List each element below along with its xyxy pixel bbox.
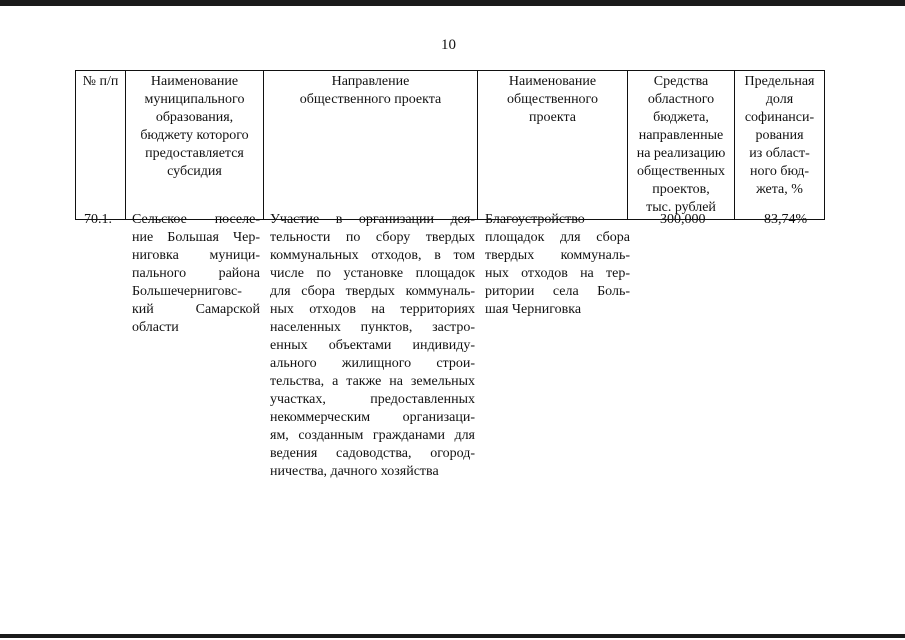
row-funds: 300,000 <box>660 212 706 227</box>
row-municipality: Сельское поселе- ние Большая Чер- ниговка муници- пального района Большечерниговс- кий Самарской области <box>132 212 260 335</box>
header-direction: Направление общественного проекта <box>264 71 478 220</box>
row-direction: Участие в организации дея- тельности по сбору твердых коммунальных отходов, в том числе по установке площадок для сбора твердых коммуналь- ных отходов на территориях населенных пунктов, застро- енных объектами индивиду- ального жилищного строи- тельства, а также на земельных участках, предоставленных некоммерческим организаци- ям, созданным гражданами для ведения садоводства, огород- ничества, дачного хозяйства <box>270 212 475 479</box>
row-share: 83,74% <box>764 212 808 227</box>
page-number: 10 <box>441 37 456 53</box>
row-number: 70.1. <box>84 212 112 227</box>
header-row <box>76 71 825 220</box>
header-municipality: Наименование муниципального образования, бюджету которого предоставляется субсидия <box>126 71 264 220</box>
header-num: № п/п <box>76 71 126 220</box>
header-project-name: Наименование общественного проекта <box>478 71 628 220</box>
scan-edge-top <box>0 0 905 6</box>
header-share: Предельная доля софинанси- рования из област- ного бюд- жета, % <box>735 71 825 220</box>
row-project-name: Благоустройство площадок для сбора твердых коммуналь- ных отходов на тер- ритории села Боль- шая Черниговка <box>485 212 630 317</box>
header-funds: Средства областного бюджета, направленные на реализацию общественных проектов, тыс. рублей <box>628 71 735 220</box>
table-header <box>75 70 825 220</box>
scan-edge-bottom <box>0 634 905 638</box>
